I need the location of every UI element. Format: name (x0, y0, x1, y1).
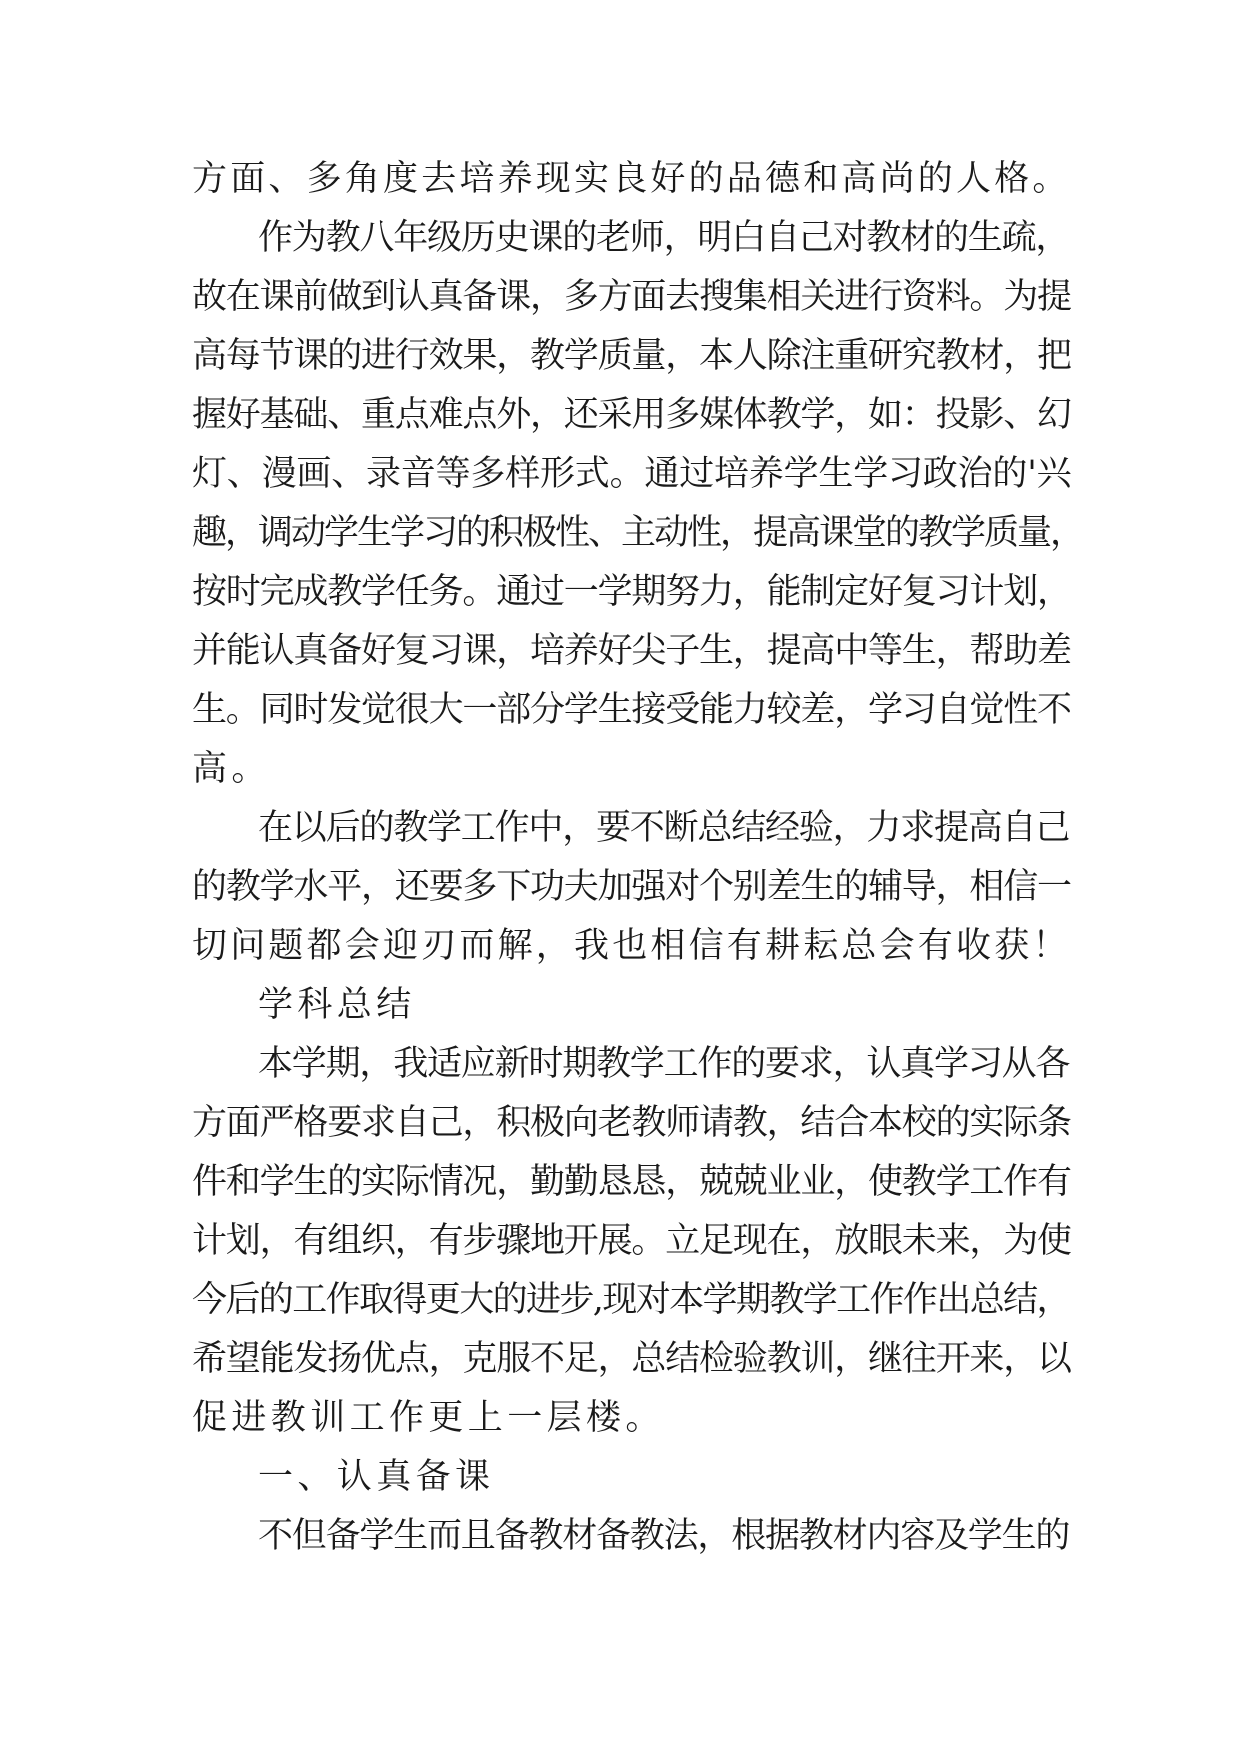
text-line: 今后的工作取得更大的进步,现对本学期教学工作作出总结， (192, 1280, 1070, 1320)
text-line: 灯、漫画、录音等多样形式。通过培养学生学习政治的'兴 (192, 454, 1072, 494)
text-line: 方面、多角度去培养现实良好的品德和高尚的人格。 (192, 159, 1071, 199)
paragraph-start-line: 不但备学生而且备教材备教法，根据教材内容及学生的 (258, 1516, 1070, 1556)
text-line: 的教学水平，还要多下功夫加强对个别差生的辅导，相信一 (192, 867, 1071, 907)
text-line: 高每节课的进行效果，教学质量，本人除注重研究教材，把 (192, 336, 1071, 376)
text-line: 并能认真备好复习课，培养好尖子生，提高中等生，帮助差 (192, 631, 1071, 671)
text-line: 件和学生的实际情况，勤勤恳恳，兢兢业业，使教学工作有 (192, 1162, 1071, 1202)
text-line: 计划，有组织，有步骤地开展。立足现在，放眼未来，为使 (192, 1221, 1071, 1261)
paragraph-start-line: 本学期，我适应新时期教学工作的要求，认真学习从各 (258, 1044, 1070, 1084)
paragraph-start-line: 在以后的教学工作中，要不断总结经验，力求提高自己 (258, 808, 1070, 848)
paragraph-start-line: 作为教八年级历史课的老师，明白自己对教材的生疏， (258, 218, 1070, 258)
text-line: 方面严格要求自己，积极向老教师请教，结合本校的实际条 (192, 1103, 1071, 1143)
subsection-heading: 一、认真备课 (258, 1457, 495, 1497)
text-line: 趣，调动学生学习的积极性、主动性，提高课堂的教学质量， (192, 513, 1084, 553)
section-heading: 学科总结 (258, 985, 416, 1025)
text-line: 切问题都会迎刃而解，我也相信有耕耘总会有收获！ (192, 926, 1071, 966)
text-line: 希望能发扬优点，克服不足，总结检验教训，继往开来，以 (192, 1339, 1071, 1379)
text-line: 生。同时发觉很大一部分学生接受能力较差，学习自觉性不 (192, 690, 1071, 730)
text-line: 高。 (192, 749, 271, 789)
text-line: 握好基础、重点难点外，还采用多媒体教学，如：投影、幻 (192, 395, 1071, 435)
text-line: 促进教训工作更上一层楼。 (192, 1398, 665, 1438)
text-line: 按时完成教学任务。通过一学期努力，能制定好复习计划， (192, 572, 1071, 612)
text-line: 故在课前做到认真备课，多方面去搜集相关进行资料。为提 (192, 277, 1071, 317)
document-body (192, 150, 1084, 1566)
